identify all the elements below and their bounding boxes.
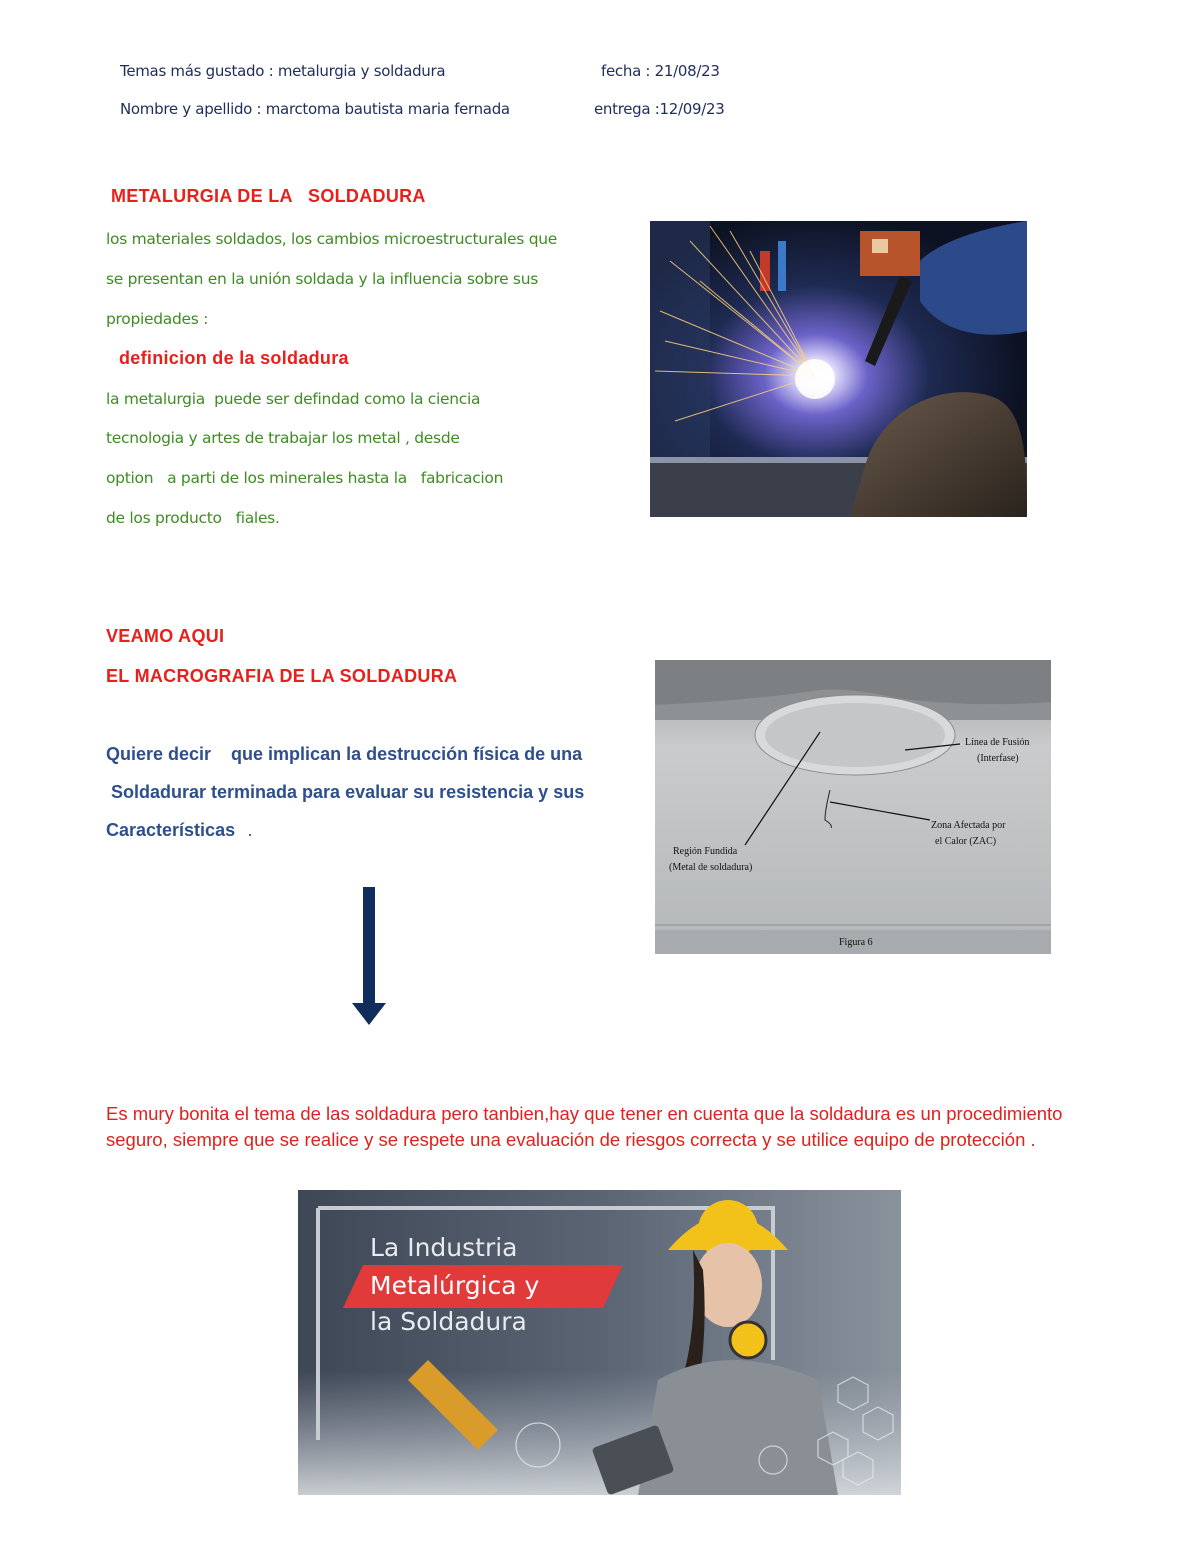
fused-region-label-2: (Metal de soldadura) xyxy=(669,862,753,873)
definition-line-1: la metalurgia puede ser defindad como la ciencia xyxy=(106,390,481,408)
banner-line-3: la Soldadura xyxy=(370,1307,527,1336)
section2-line-1: Quiere decir que implican la destrucción física de una xyxy=(106,744,583,764)
section2-title-2: EL MACROGRAFIA DE LA SOLDADURA xyxy=(106,666,458,686)
macrograph-graphic xyxy=(655,660,1051,954)
header-name: Nombre y apellido : marctoma bautista maria fernada xyxy=(120,100,510,118)
closing-paragraph: Es mury bonita el tema de las soldadura pero tanbien,hay que tener en cuenta que la soldadura es un procedimiento seguro, siempre que se realice y se respete una evaluación de riesgos correcta y se utilice equipo de protección . xyxy=(106,1103,1063,1150)
definition-line-2: tecnologia y artes de trabajar los metal , desde xyxy=(106,429,460,447)
fusion-line-label: Línea de Fusión xyxy=(965,737,1030,748)
fused-region-label-1: Región Fundida xyxy=(673,846,738,857)
welding-photo xyxy=(650,221,1027,517)
welding-photo-graphic xyxy=(650,221,1027,517)
haz-label-2: el Calor (ZAC) xyxy=(935,836,997,847)
section2-line-3 xyxy=(106,820,253,841)
interface-label: (Interfase) xyxy=(977,753,1019,764)
header-delivery: entrega :12/09/23 xyxy=(594,100,725,118)
section1-subtitle: definicion de la soldadura xyxy=(119,348,349,368)
industry-banner-graphic xyxy=(298,1190,901,1495)
section2-title-1: VEAMO AQUI xyxy=(106,626,225,646)
section1-line-2: se presentan en la unión soldada y la influencia sobre sus xyxy=(106,270,539,288)
banner-line-2: Metalúrgica y xyxy=(370,1271,540,1300)
macrograph-photo xyxy=(655,660,1051,954)
period: . xyxy=(247,820,253,840)
section2-line-2: Soldadurar terminada para evaluar su resistencia y sus xyxy=(106,782,585,802)
header-topic: Temas más gustado : metalurgia y soldadura xyxy=(120,62,446,80)
section1-title: METALURGIA DE LA SOLDADURA xyxy=(111,186,426,206)
section1-line-3: propiedades : xyxy=(106,310,209,328)
header-date: fecha : 21/08/23 xyxy=(601,62,720,80)
down-arrow-icon xyxy=(350,885,390,1030)
definition-line-3: option a parti de los minerales hasta la fabricacion xyxy=(106,469,504,487)
banner-line-1: La Industria xyxy=(370,1233,518,1262)
definition-line-4: de los producto fiales. xyxy=(106,509,280,527)
section1-line-1: los materiales soldados, los cambios microestructurales que xyxy=(106,230,557,248)
characteristics-text: Características xyxy=(106,820,236,840)
industry-banner xyxy=(298,1190,901,1495)
figure-label: Figura 6 xyxy=(839,937,873,948)
haz-label-1: Zona Afectada por xyxy=(931,820,1006,831)
